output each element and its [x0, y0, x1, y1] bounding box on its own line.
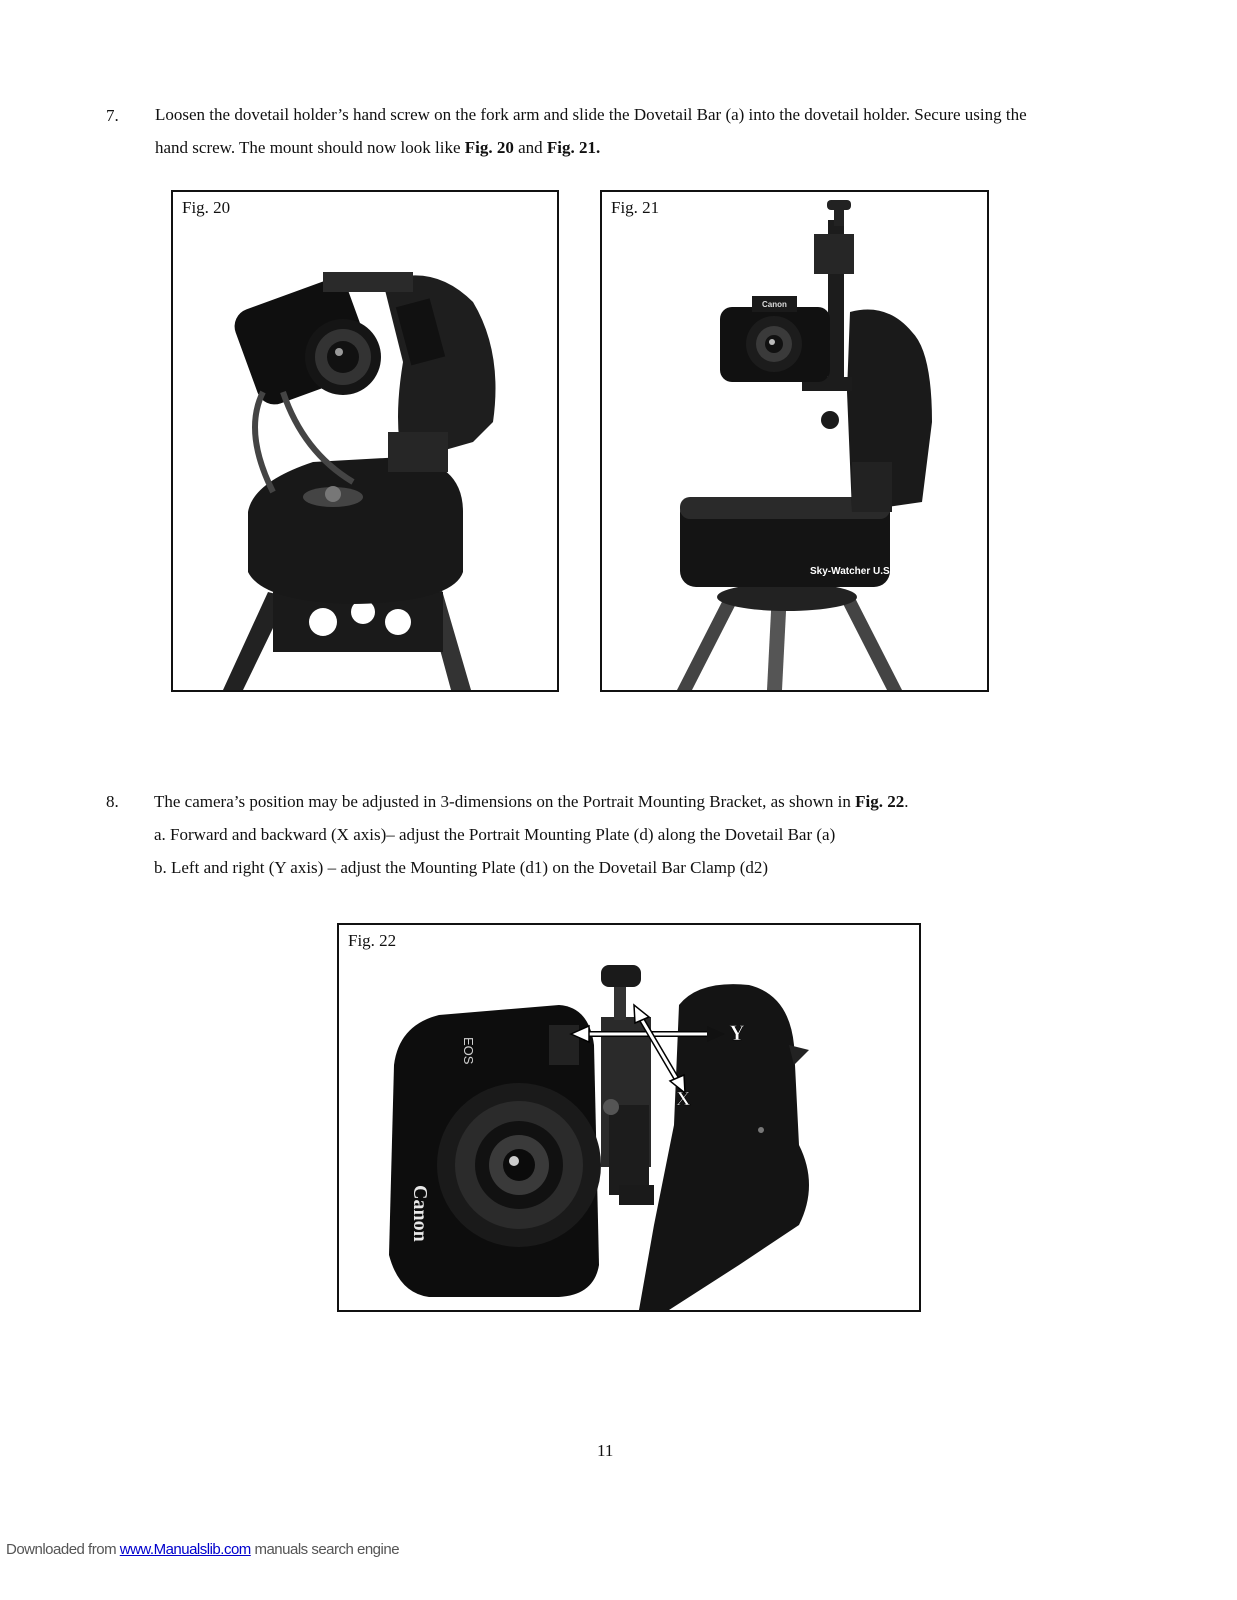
step-7-number: 7. [106, 106, 119, 125]
figure-22-photo [339, 925, 919, 1310]
fig21-canon-text: Canon [762, 300, 787, 309]
step-8-item-b: b. Left and right (Y axis) – adjust the Mounting Plate (d1) on the Dovetail Bar Clamp (d2) [154, 858, 769, 877]
figure-22 [337, 923, 921, 1312]
fig-20-reference: Fig. 20 [464, 138, 514, 157]
fig-21-reference: Fig. 21. [546, 138, 601, 157]
step-8-line-1: The camera’s position may be adjusted in 3-dimensions on the Portrait Mounting Bracket, as shown in Fig. 22. [154, 792, 909, 811]
step-8-text [154, 785, 1154, 884]
x-axis-label: X [676, 1088, 691, 1110]
step-7-line-2: hand screw. The mount should now look like Fig. 20 and Fig. 21. [155, 138, 601, 157]
figure-20-label: Fig. 20 [182, 198, 231, 217]
y-axis-label: Y [729, 1020, 745, 1045]
step-8-number: 8. [106, 792, 119, 811]
figure-20-photo [173, 192, 557, 690]
figure-22-label: Fig. 22 [348, 931, 397, 950]
figure-21 [600, 190, 989, 692]
page-number: 11 [597, 1441, 614, 1460]
fig22-eos-text: EOS [461, 1037, 476, 1065]
figure-21-photo [602, 192, 987, 690]
footer: Downloaded from www.Manualslib.com manuals search engine [6, 1541, 400, 1558]
fig-22-reference: Fig. 22 [855, 792, 905, 811]
sky-watcher-logo-text: Sky-Watcher U.S.A. [810, 566, 903, 577]
step-7-text [155, 98, 1155, 164]
step-7-line-1: Loosen the dovetail holder’s hand screw on the fork arm and slide the Dovetail Bar (a) into the dovetail holder. Secure using the [155, 105, 1027, 124]
figure-21-label: Fig. 21 [611, 198, 660, 217]
manualslib-link[interactable]: www.Manualslib.com [119, 1541, 251, 1558]
step-8-item-a: a. Forward and backward (X axis)– adjust the Portrait Mounting Plate (d) along the Dovetail Bar (a) [154, 825, 836, 844]
fig22-canon-text: Canon [409, 1185, 431, 1242]
figure-20 [171, 190, 559, 692]
